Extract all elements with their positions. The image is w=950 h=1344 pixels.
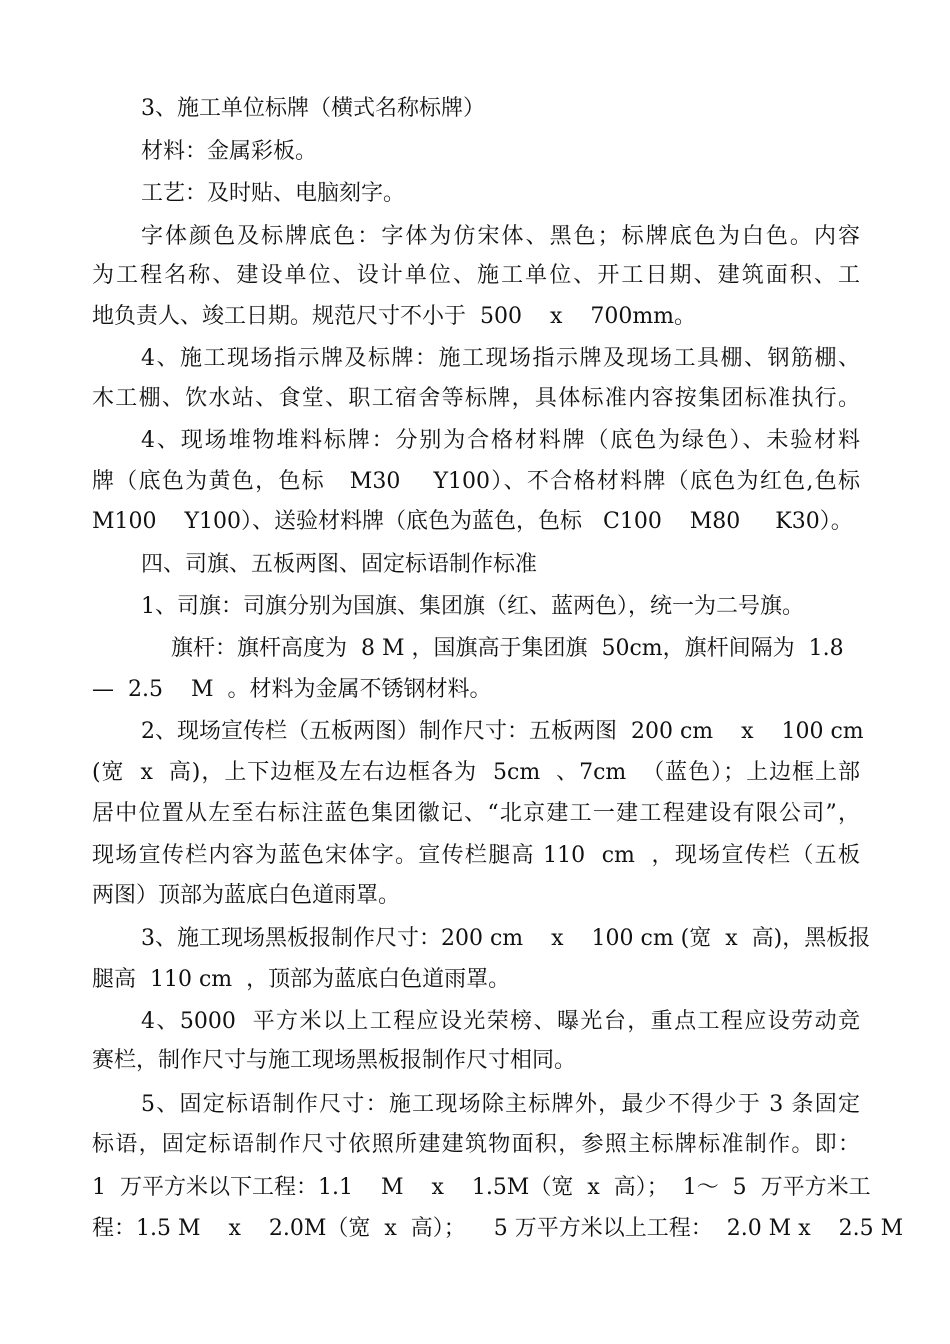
paragraph-line: 4、施工现场指示牌及标牌：施工现场指示牌及现场工具棚、钢筋棚、 — [141, 346, 860, 371]
paragraph-line: 标语，固定标语制作尺寸依照所建建筑物面积，参照主标牌标准制作。即： — [92, 1132, 860, 1157]
paragraph-line: 程：1.5 M x 2.0M（宽 x 高）； 5 万平方米以上工程： 2.0 M x 2.5 M — [92, 1216, 904, 1241]
paragraph-line: 工艺：及时贴、电脑刻字。 — [141, 181, 406, 206]
paragraph-line: 赛栏，制作尺寸与施工现场黑板报制作尺寸相同。 — [92, 1048, 577, 1073]
paragraph-line: 现场宣传栏内容为蓝色宋体字。宣传栏腿高 110 cm ，现场宣传栏（五板 — [92, 843, 860, 868]
paragraph-line: 4、现场堆物堆料标牌：分别为合格材料牌（底色为绿色）、未验材料 — [141, 428, 860, 453]
paragraph-line: 3、施工现场黑板报制作尺寸：200 cm x 100 cm (宽 x 高)，黑板报 — [141, 926, 871, 951]
paragraph-line: 2、现场宣传栏（五板两图）制作尺寸：五板两图 200 cm x 100 cm — [141, 719, 864, 744]
paragraph-line: 木工棚、饮水站、食堂、职工宿舍等标牌，具体标准内容按集团标准执行。 — [92, 386, 860, 411]
section-heading: 四、司旗、五板两图、固定标语制作标准 — [141, 552, 538, 577]
paragraph-line: — 2.5 M 。材料为金属不锈钢材料。 — [92, 677, 492, 702]
paragraph-line: 为工程名称、建设单位、设计单位、施工单位、开工日期、建筑面积、工 — [92, 263, 860, 288]
paragraph-line: 5、固定标语制作尺寸：施工现场除主标牌外，最少不得少于 3 条固定 — [141, 1092, 860, 1117]
paragraph-line: M100 Y100）、送验材料牌（底色为蓝色，色标 C100 M80 K30）。 — [92, 509, 853, 534]
paragraph-line: 材料：金属彩板。 — [141, 139, 318, 164]
paragraph-line: 旗杆：旗杆高度为 8 M ，国旗高于集团旗 50cm，旗杆间隔为 1.8 — [171, 636, 844, 661]
paragraph-line: 4、5000 平方米以上工程应设光荣榜、曝光台，重点工程应设劳动竞 — [141, 1009, 860, 1034]
paragraph-line: 牌（底色为黄色，色标 M30 Y100）、不合格材料牌（底色为红色,色标 — [92, 469, 860, 494]
paragraph-line: 字体颜色及标牌底色：字体为仿宋体、黑色；标牌底色为白色。内容 — [141, 224, 860, 249]
paragraph-line: 两图）顶部为蓝底白色道雨罩。 — [92, 883, 401, 908]
paragraph-line: 居中位置从左至右标注蓝色集团徽记、“北京建工一建工程建设有限公司”， — [92, 801, 860, 826]
paragraph-line: 地负责人、竣工日期。规范尺寸不小于 500 x 700mm。 — [92, 304, 697, 329]
paragraph-line: 1、司旗：司旗分别为国旗、集团旗（红、蓝两色），统一为二号旗。 — [141, 594, 804, 619]
paragraph-line: 1 万平方米以下工程：1.1 M x 1.5M（宽 x 高）； 1～ 5 万平方米工 — [92, 1175, 871, 1200]
paragraph-line: 3、施工单位标牌（横式名称标牌） — [141, 96, 485, 121]
paragraph-line: 腿高 110 cm ，顶部为蓝底白色道雨罩。 — [92, 967, 511, 992]
paragraph-line: (宽 x 高)，上下边框及左右边框各为 5cm 、7cm （蓝色）；上边框上部 — [92, 760, 860, 785]
